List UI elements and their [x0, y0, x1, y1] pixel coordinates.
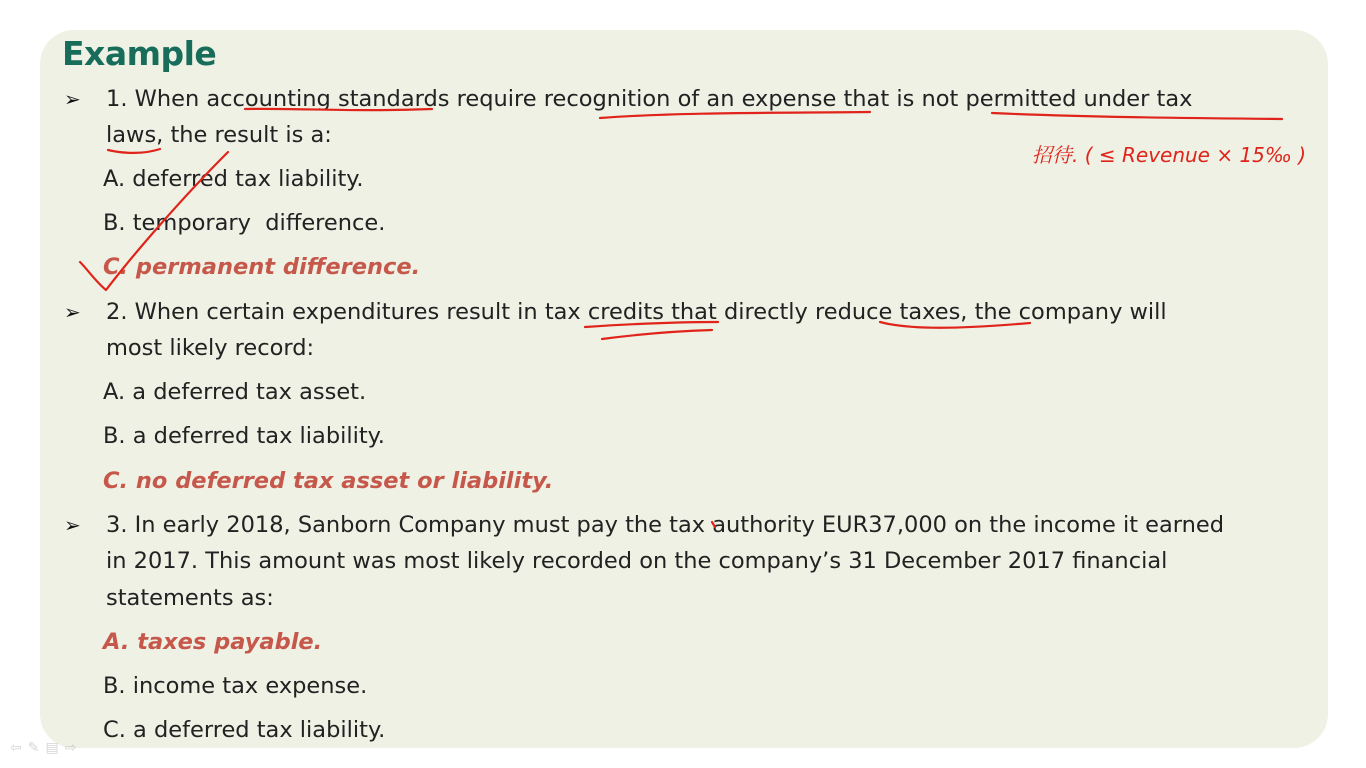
bullet-arrow-icon: ➢ [64, 513, 81, 537]
slideshow-nav [10, 740, 76, 756]
menu-icon[interactable]: ▤ [45, 740, 59, 756]
question-2-line-1: 2. When certain expenditures result in tax credits that directly reduce taxes, the company will [106, 299, 1167, 325]
bullet-arrow-icon: ➢ [64, 300, 81, 324]
pen-icon[interactable]: ✎ [27, 740, 40, 756]
question-3-line-2: in 2017. This amount was most likely recorded on the company’s 31 December 2017 financial [106, 548, 1168, 574]
question-1-option-b: B. temporary difference. [103, 210, 386, 236]
question-3-option-a-answer: A. taxes payable. [103, 629, 323, 655]
question-2-option-b: B. a deferred tax liability. [103, 423, 385, 449]
handwritten-note: 招待. ( ≤ Revenue × 15‰ ) [1032, 143, 1307, 167]
question-2-option-c-answer: C. no deferred tax asset or liability. [103, 468, 554, 494]
question-1-option-c-answer: C. permanent difference. [103, 254, 421, 280]
question-2-line-2: most likely record: [106, 335, 315, 361]
question-2-option-a: A. a deferred tax asset. [103, 379, 367, 405]
slide-title: Example [62, 34, 217, 73]
question-1-line-1: 1. When accounting standards require recognition of an expense that is not permitted under tax [106, 86, 1193, 112]
bullet-arrow-icon: ➢ [64, 87, 81, 111]
question-3-option-c: C. a deferred tax liability. [103, 717, 386, 743]
question-3-option-b: B. income tax expense. [103, 673, 368, 699]
question-3-line-3: statements as: [106, 585, 274, 611]
arrow-right-icon[interactable]: ⇨ [64, 740, 77, 756]
arrow-left-icon[interactable]: ⇦ [10, 740, 22, 756]
question-1-line-2: laws, the result is a: [106, 122, 332, 148]
question-3-line-1: 3. In early 2018, Sanborn Company must pay the tax authority EUR37,000 on the income it earned [106, 512, 1225, 538]
question-1-option-a: A. deferred tax liability. [103, 166, 364, 192]
